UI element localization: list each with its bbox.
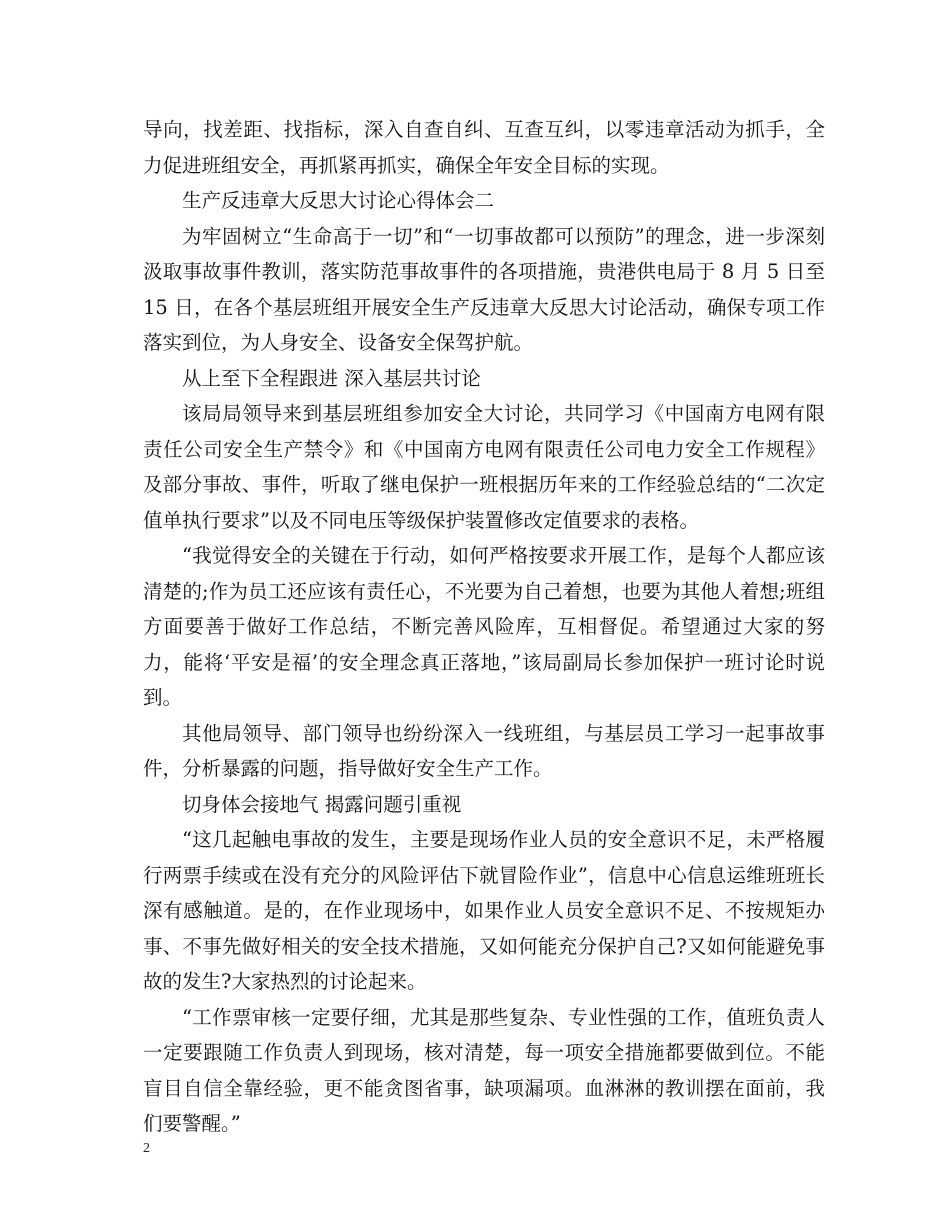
paragraph-7: 其他局领导、部门领导也纷纷深入一线班组，与基层员工学习一起事故事件，分析暴露的问题，指导做好安全生产工作。: [143, 721, 825, 780]
paragraph-5: 该局局领导来到基层班组参加安全大讨论，共同学习《中国南方电网有限责任公司安全生产禁令》和《中国南方电网有限责任公司电力安全工作规程》及部分事故、事件，听取了继电保护一班根据历年来的工作经验总结的“二次定值单执行要求”以及不同电压等级保护装置修改定值要求的表格。: [143, 402, 825, 532]
section-title-2: 生产反违章大反思大讨论心得体会二: [182, 189, 495, 212]
subheading-8: 切身体会接地气 揭露问题引重视: [182, 792, 462, 816]
subheading-4: 从上至下全程跟进 深入基层共讨论: [182, 366, 481, 390]
paragraph-1: 导向，找差距、找指标，深入自查自纠、互查互纠，以零违章活动为抓手，全力促进班组安全，再抓紧再抓实，确保全年安全目标的实现。: [143, 118, 825, 177]
page-number: 2: [143, 1141, 150, 1156]
paragraph-10: “工作票审核一定要仔细，尤其是那些复杂、专业性强的工作，值班负责人一定要跟随工作负责人到现场，核对清楚，每一项安全措施都要做到位。不能盲目自信全靠经验，更不能贪图省事，缺项漏项。血淋淋的教训摆在面前，我们要警醒。”: [143, 1005, 825, 1135]
document-body: [143, 112, 825, 1142]
paragraph-3: 为牢固树立“生命高于一切”和“一切事故都可以预防”的理念，进一步深刻汲取事故事件教训，落实防范事故事件的各项措施，贵港供电局于 8 月 5 日至 15 日，在各个基层班组开展安全生产反违章大反思大讨论活动，确保专项工作落实到位，为人身安全、设备安全保驾护航。: [143, 224, 825, 354]
paragraph-9: “这几起触电事故的发生，主要是现场作业人员的安全意识不足，未严格履行两票手续或在没有充分的风险评估下就冒险作业”，信息中心信息运维班班长深有感触道。是的，在作业现场中，如果作业人员安全意识不足、不按规矩办事、不事先做好相关的安全技术措施，又如何能充分保护自己?又如何能避免事故的发生?大家热烈的讨论起来。: [143, 828, 825, 993]
paragraph-6: “我觉得安全的关键在于行动，如何严格按要求开展工作，是每个人都应该清楚的;作为员工还应该有责任心，不光要为自己着想，也要为其他人着想;班组方面要善于做好工作总结，不断完善风险库，互相督促。希望通过大家的努力，能将‘平安是福’的安全理念真正落地，”该局副局长参加保护一班讨论时说到。: [143, 544, 825, 709]
